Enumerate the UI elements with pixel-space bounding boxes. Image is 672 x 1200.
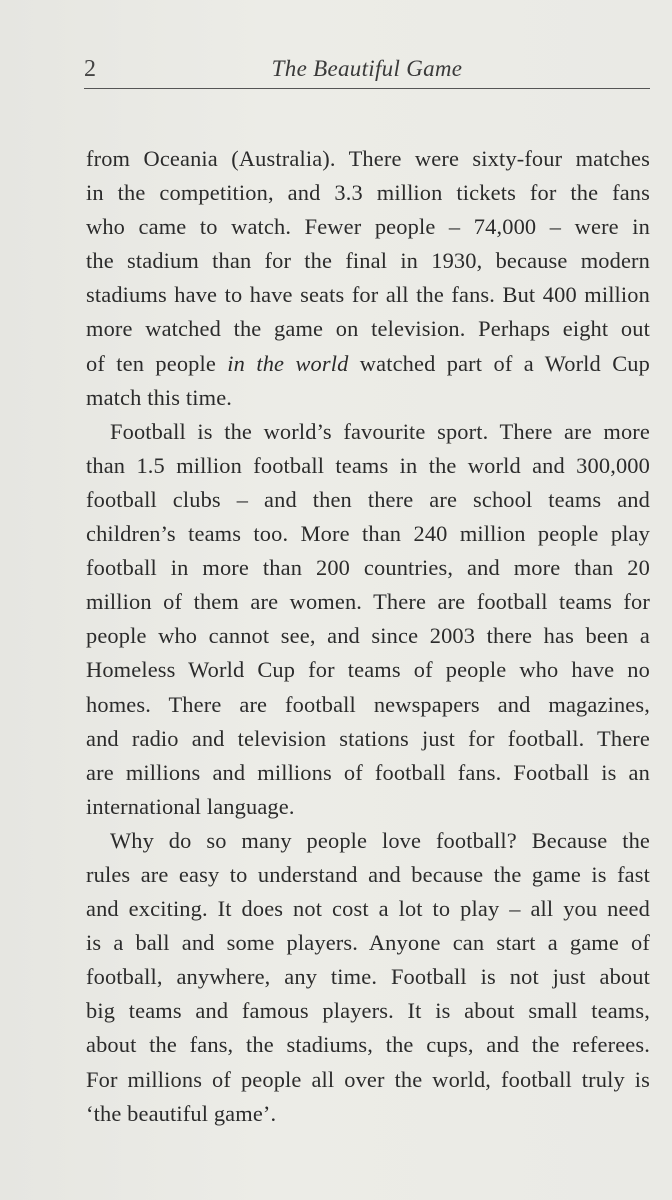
paragraph-1 (86, 142, 650, 415)
text-line: football clubs – and then there are school teams and (86, 486, 650, 512)
text-line: from Oceania (Australia). There were sixty-four matches (86, 146, 650, 171)
text-line: Why do so many people love football? Because the (110, 827, 650, 853)
text-line: about the fans, the stadiums, the cups, and the referees. (86, 1032, 650, 1058)
text-line: big teams and famous players. It is about small teams, (86, 998, 650, 1024)
emphasis-in-the-world: in the world (227, 350, 349, 376)
text-line-mixed (86, 347, 650, 381)
text-line: football in more than 200 countries, and more than 20 (86, 555, 650, 581)
text-run: watched part of a World Cup (348, 350, 650, 376)
text-run: of ten people (86, 350, 228, 376)
page-number: 2 (84, 56, 96, 82)
book-title: The Beautiful Game (271, 56, 463, 81)
text-line: and exciting. It does not cost a lot to play – all you need (86, 896, 650, 922)
text-line: match this time. (86, 384, 233, 410)
text-line: ‘the beautiful game’. (86, 1100, 277, 1126)
text-line: stadiums have to have seats for all the fans. But 400 million (86, 282, 650, 308)
text-line: than 1.5 million football teams in the world and 300,000 (86, 452, 650, 478)
text-line: is a ball and some players. Anyone can start a game of (86, 930, 650, 956)
text-line: the stadium than for the final in 1930, because modern (86, 248, 650, 274)
paragraph-3 (86, 824, 650, 1131)
body-text (86, 142, 650, 1131)
text-line: people who cannot see, and since 2003 there has been a (86, 623, 650, 649)
paragraph-2 (86, 415, 650, 824)
text-line: who came to watch. Fewer people – 74,000 – were in (86, 214, 650, 240)
text-line: in the competition, and 3.3 million tickets for the fans (86, 180, 650, 206)
text-line: Football is the world’s favourite sport. There are more (110, 418, 650, 444)
text-line: homes. There are football newspapers and magazines, (86, 691, 650, 717)
text-line: million of them are women. There are football teams for (86, 589, 650, 615)
text-line: are millions and millions of football fans. Football is an (86, 759, 650, 785)
text-line: more watched the game on television. Perhaps eight out (86, 316, 650, 342)
text-line: rules are easy to understand and because the game is fast (86, 861, 650, 887)
text-line: Homeless World Cup for teams of people who have no (86, 657, 650, 683)
running-head (84, 52, 650, 89)
text-line: For millions of people all over the world, football truly is (86, 1066, 650, 1092)
text-line: football, anywhere, any time. Football is not just about (86, 964, 650, 990)
text-line: children’s teams too. More than 240 million people play (86, 521, 650, 547)
text-line: international language. (86, 793, 295, 819)
text-line: and radio and television stations just for football. There (86, 725, 650, 751)
